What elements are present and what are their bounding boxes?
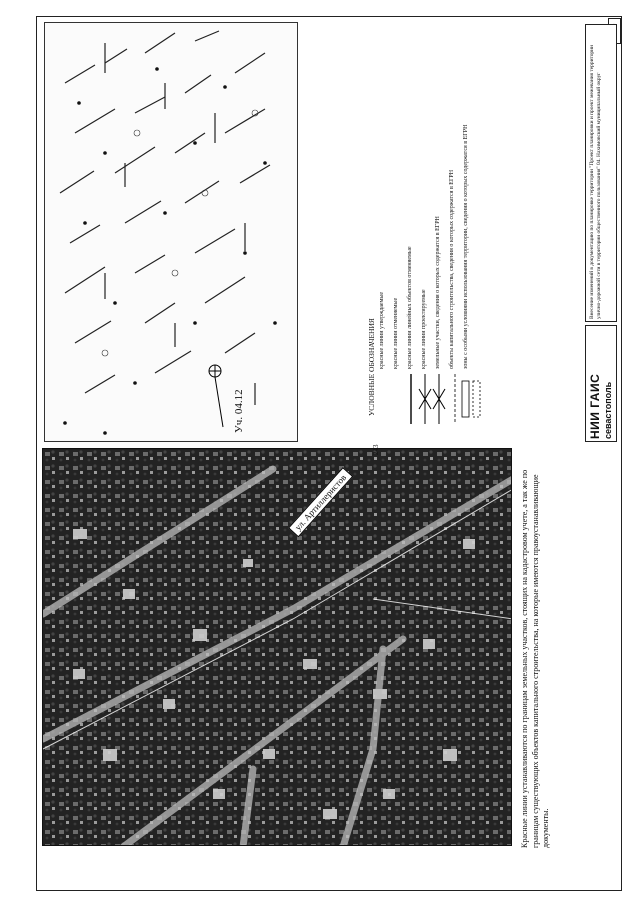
legend-item: красные линии отменяемые: [393, 297, 399, 369]
project-description: Внесение изменений в документацию по планировке территории "Проект планировки и проект межевания территории улично-дорожной сети в территории общественного пользования" 04. Нахимовский муниципальный округ: [589, 45, 602, 319]
schematic-map[interactable]: [44, 22, 298, 442]
legend-item: объекты капитального строительства, сведения о которых содержатся в ЕГРН: [449, 169, 455, 369]
red-lines-note: Красные линии устанавливаются по границам земельных участков, стоящих на кадастровом учете, а так же по границам существующих объектов капитального строительства, на которые имеются правоустанавливающие документы.: [520, 469, 550, 848]
schematic-map-drawing: [45, 23, 298, 442]
legend: [305, 24, 605, 444]
legend-title: УСЛОВНЫЕ ОБОЗНАЧЕНИЯ: [367, 318, 376, 416]
plot-label: Уч. 04.12: [233, 389, 245, 433]
legend-item: красные линии проектируемые: [421, 289, 427, 369]
legend-symbols: [403, 369, 483, 429]
aerial-photo-drawing: [43, 449, 512, 846]
legend-item: зоны с особыми условиями использования территории, сведения о которых содержатся в ЕГРН: [463, 124, 469, 369]
organization-name: НИИ ГАИС: [588, 373, 602, 439]
street-label: ул. Артиллеристов: [288, 467, 353, 537]
title-block-description: [585, 24, 617, 322]
legend-item: земельные участки, сведения о которых содержатся в ЕГРН: [435, 216, 441, 369]
legend-item: красные линии линейных объектов отменяемые: [407, 246, 413, 369]
aerial-photo[interactable]: [42, 448, 512, 846]
aerial-plot-number: 243: [372, 444, 380, 455]
organization-city: севастополь: [603, 381, 613, 439]
target-plot-marker: [209, 365, 223, 427]
legend-item: красные линии утверждаемые: [379, 291, 385, 369]
title-block-logo: [585, 325, 617, 442]
